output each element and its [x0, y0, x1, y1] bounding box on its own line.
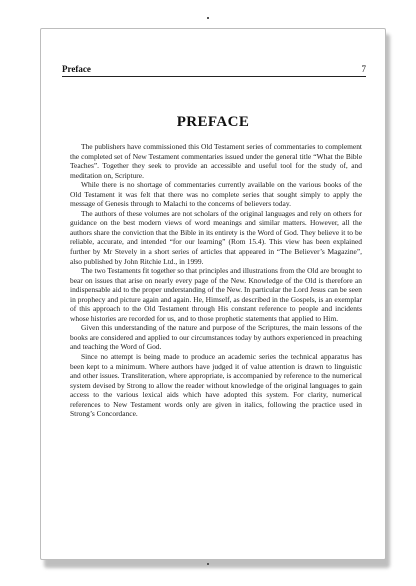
paragraph-lessons: Given this understanding of the nature and purpose of the Scriptures, the main lessons of the books are considered and applied to our circumstances today by authors experienced in preaching and teaching the Word of God.: [70, 323, 362, 352]
paragraph-intro: The publishers have commissioned this Old Testament series of commentaries to complement the completed set of New Testament commentaries issued under the general title “What the Bible Teaches”. Together they seek to provide an accessible and useful tool for the study of, and meditation on, Scripture.: [70, 142, 362, 180]
page-bottom-mark: [207, 563, 209, 565]
page-title: PREFACE: [176, 114, 250, 130]
paragraph-testaments: The two Testaments fit together so that principles and illustrations from the Old are brought to bear on issues that arise on nearly every page of the New. Knowledge of the Old is therefore an indispensable aid to the proper understanding of the New. In particular the Lord Jesus can be seen in prophecy and picture again and again. He, Himself, as described in the Gospels, is an exemplar of this approach to the Old Testament through His constant reference to people and incidents whose histories are recorded for us, and to those prophetic statements that applied to Him.: [70, 266, 362, 323]
page-top-mark: [207, 17, 209, 19]
paragraph-shortage: While there is no shortage of commentaries currently available on the various books of the Old Testament it was felt that there was no complete series that sought simply to apply the message of Genesis through to Malachi to the concerns of believers today.: [70, 180, 362, 209]
paragraph-authors: The authors of these volumes are not scholars of the original languages and rely on others for guidance on the best modern views of word meanings and similar matters. However, all the authors share the conviction that the Bible in its entirety is the Word of God. They believe it to be reliable, accurate, and intended “for our learning” (Rom 15.4). This view has been explained further by Mr Stevely in a short series of articles that appeared in “The Believer’s Magazine”, also published by John Ritchie Ltd., in 1999.: [70, 208, 362, 266]
document-page: [40, 28, 386, 560]
paragraph-apparatus: Since no attempt is being made to produce an academic series the technical apparatus has been kept to a minimum. Where authors have judged it of value attention is drawn to linguistic and other issues. Transliteration, where appropriate, is accompanied by reference to the numerical system devised by Strong to allow the reader without knowledge of the original languages to gain access to the various lexical aids which have adopted this system. For clarity, numerical references to New Testament words only are given in italics, following the practice used in Strong’s Concordance.: [70, 352, 362, 419]
running-header: [62, 63, 366, 77]
body-text: [70, 142, 362, 419]
page-number: 7: [361, 64, 366, 74]
header-title: Preface: [62, 64, 91, 74]
